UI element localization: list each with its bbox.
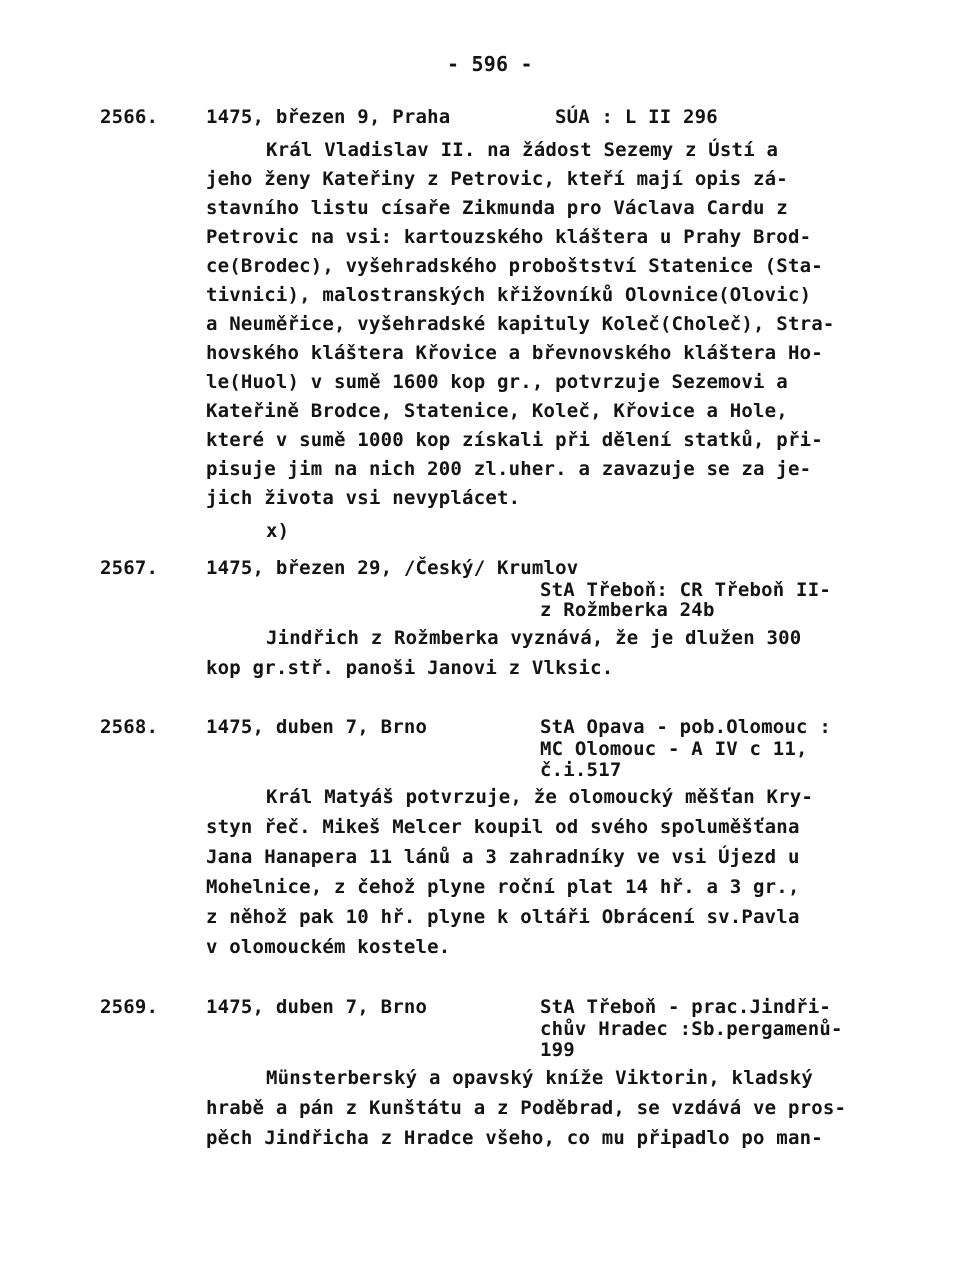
regest-line: v olomouckém kostele. bbox=[206, 936, 451, 958]
regest-line: hrabě a pán z Kunštátu a z Poděbrad, se vzdává ve pros- bbox=[206, 1097, 847, 1119]
regest-line: Jana Hanapera 11 lánů a 3 zahradníky ve vsi Újezd u bbox=[206, 846, 800, 868]
regest-line: tivnici), malostranských křižovníků Olovnice(Olovic) bbox=[206, 284, 812, 306]
entry-number: 2569. bbox=[100, 996, 159, 1018]
entry-source: StA Opava - pob.Olomouc : bbox=[540, 716, 831, 738]
regest-line: Münsterberský a opavský kníže Viktorin, kladský bbox=[266, 1067, 814, 1089]
regest-line: le(Huol) v sumě 1600 kop gr., potvrzuje Sezemovi a bbox=[206, 371, 788, 393]
regest-line: jeho ženy Kateřiny z Petrovic, kteří mají opis zá- bbox=[206, 168, 788, 190]
entry-date-place: 1475, březen 9, Praha bbox=[206, 106, 451, 128]
regest-line: stavního listu císaře Zikmunda pro Václava Cardu z bbox=[206, 197, 788, 219]
entry-source: č.i.517 bbox=[540, 759, 622, 781]
regest-line: Jindřich z Rožmberka vyznává, že je dlužen 300 bbox=[266, 627, 802, 649]
entry-source: chův Hradec :Sb.pergamenů- bbox=[540, 1018, 843, 1040]
entry-number: 2567. bbox=[100, 557, 159, 579]
entry-date-place: 1475, duben 7, Brno bbox=[206, 716, 428, 738]
entry-date-place: 1475, březen 29, /Český/ Krumlov bbox=[206, 557, 579, 579]
regest-line: jich života vsi nevyplácet. bbox=[206, 487, 521, 509]
entry-source: z Rožmberka 24b bbox=[540, 599, 715, 621]
regest-line: Mohelnice, z čehož plyne roční plat 14 hř. a 3 gr., bbox=[206, 876, 800, 898]
regest-line: styn řeč. Mikeš Melcer koupil od svého spoluměšťana bbox=[206, 816, 800, 838]
entry-source: MC Olomouc - A IV c 11, bbox=[540, 738, 808, 760]
entry-number: 2568. bbox=[100, 716, 159, 738]
entry-date-place: 1475, duben 7, Brno bbox=[206, 996, 428, 1018]
entry-source: StA Třeboň: CR Třeboň II- bbox=[540, 579, 831, 601]
regest-line: Kateřině Brodce, Statenice, Koleč, Křovice a Hole, bbox=[206, 400, 788, 422]
entry-source: SÚA : L II 296 bbox=[555, 106, 718, 128]
entry-source: StA Třeboň - prac.Jindři- bbox=[540, 996, 831, 1018]
page-number: - 596 - bbox=[447, 52, 533, 76]
regest-line: z něhož pak 10 hř. plyne k oltáři Obrácení sv.Pavla bbox=[206, 906, 800, 928]
regest-line: které v sumě 1000 kop získali při dělení statků, při- bbox=[206, 429, 823, 451]
regest-line: pěch Jindřicha z Hradce všeho, co mu připadlo po man- bbox=[206, 1127, 823, 1149]
regest-line: pisuje jim na nich 200 zl.uher. a zavazuje se za je- bbox=[206, 458, 812, 480]
regest-line: Král Vladislav II. na žádost Sezemy z Ústí a bbox=[266, 139, 779, 161]
regest-line: hovského kláštera Křovice a břevnovského kláštera Ho- bbox=[206, 342, 823, 364]
regest-line: ce(Brodec), vyšehradského proboštství Statenice (Sta- bbox=[206, 255, 823, 277]
entry-number: 2566. bbox=[100, 106, 159, 128]
regest-line: kop gr.stř. panoši Janovi z Vlksic. bbox=[206, 657, 614, 679]
regest-line: Petrovic na vsi: kartouzského kláštera u Prahy Brod- bbox=[206, 226, 812, 248]
regest-line: Král Matyáš potvrzuje, že olomoucký měšťan Kry- bbox=[266, 786, 814, 808]
footnote-mark: x) bbox=[266, 520, 290, 542]
regest-line: a Neuměřice, vyšehradské kapituly Koleč(Choleč), Stra- bbox=[206, 313, 835, 335]
entry-source: 199 bbox=[540, 1039, 575, 1061]
